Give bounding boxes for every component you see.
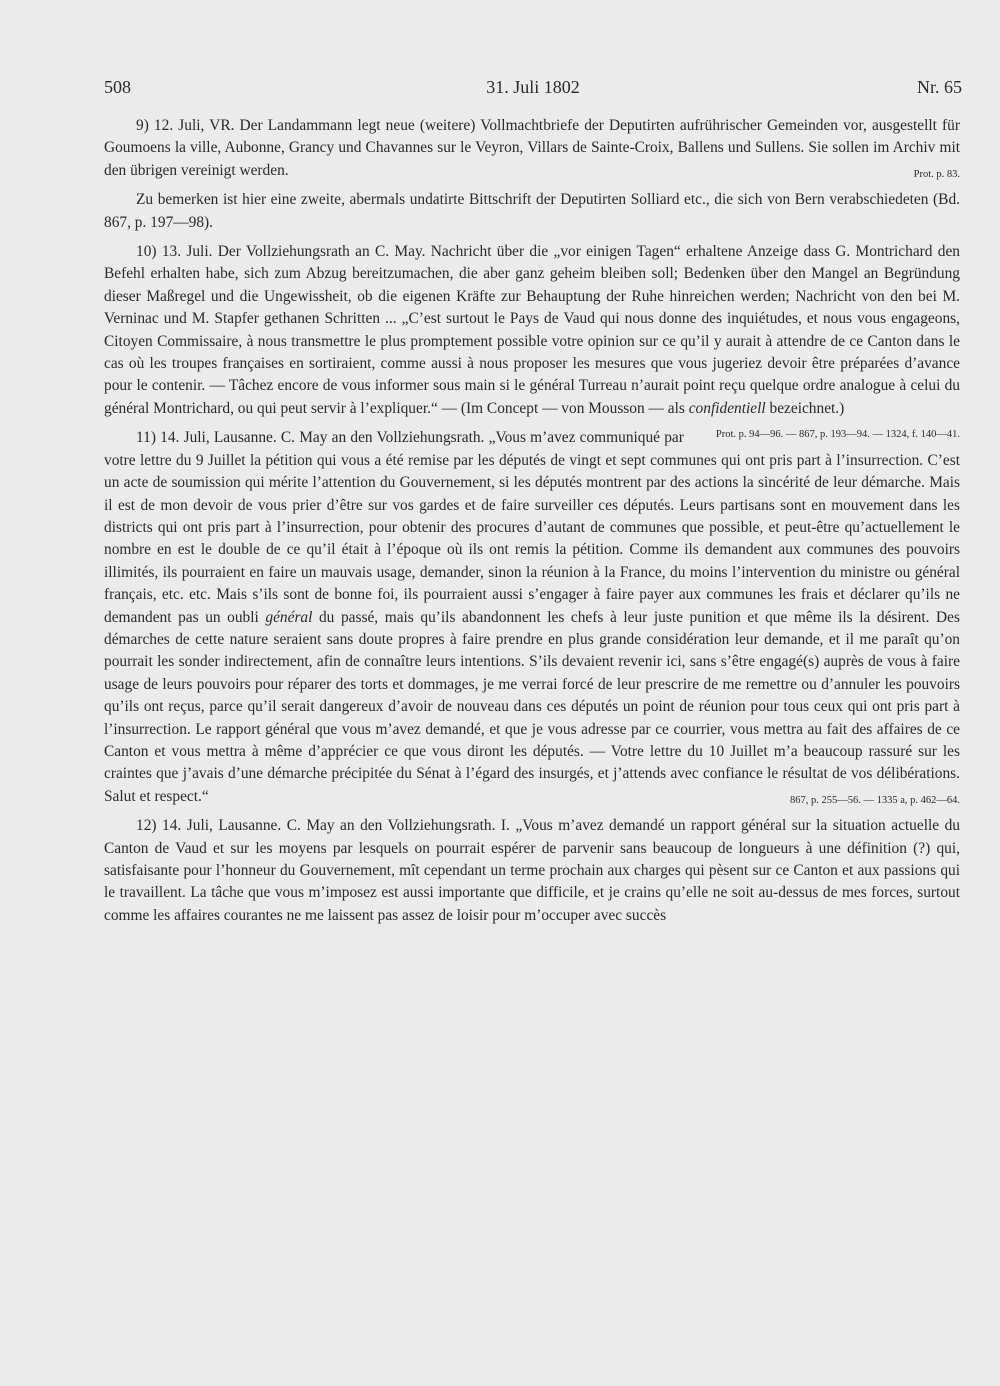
note-text: Zu bemerken ist hier eine zweite, abermals undatirte Bittschrift der Deputirten Solliard etc., die sich von Bern verabschiedeten (Bd. 867, p. 197—98).: [104, 191, 960, 231]
running-header: [104, 76, 962, 100]
entry-11-text: 11) 14. Juli, Lausanne. C. May an den Vollziehungsrath. „Vous m’avez communiqué par votre lettre du 9 Juillet la pétition qui vous a été remise par les députés de vingt et sept communes qui ont pris part à l’insurrection. C’est un acte de soumission qui mérite l’attention du Gouvernement, si les députés montrent par des actions la sincérité de leur démarche. Mais il est de mon devoir de vous prier d’être sur vos gardes et de faire surveiller ces députés. Leurs partisans sont en mouvement dans les districts qui ont pris part à l’insurrection, pour obtenir des procures d’autant de communes que possible, et peut-être qu’actuellement le nombre en est le double de ce qu’il était à l’époque où ils ont remis la pétition. Comme ils demandent aux communes des pouvoirs illimités, ils pourraient en faire un mauvais usage, demander, sinon la réunion à la France, du moins l’intervention du ministre ou général français, etc. etc. Mais s’ils sont de bonne foi, ils pourraient aussi s’engager à faire payer aux communes les frais et déclarer qu’ils ne demandent pas un oubli: [104, 429, 960, 626]
entry-10-text-end: bezeichnet.): [765, 399, 845, 417]
entry-9-text: 9) 12. Juli, VR. Der Landammann legt neue (weitere) Vollmachtbriefe der Deputirten aufrührischer Gemeinden vor, ausgestellt für Goumoens la ville, Aubonne, Grancy und Chavannes sur le Veyron, Villars de Sainte-Croix, Ballens und Sullens. Sie sollen im Archiv mit den übrigen vereinigt werden.: [104, 117, 960, 179]
note-paragraph: [104, 189, 960, 234]
page-number: 508: [104, 77, 131, 97]
body-text: [104, 115, 960, 934]
entry-9: [104, 115, 960, 182]
document-number: Nr. 65: [917, 77, 962, 97]
entry-10-reference: Prot. p. 94—96. — 867, p. 193—94. — 1324, f. 140—41.: [715, 429, 960, 441]
entry-12: [104, 815, 960, 927]
entry-10-italic: confidentiell: [688, 399, 766, 417]
entry-9-reference: Prot. p. 83.: [913, 168, 960, 180]
entry-11-reference: 867, p. 255—56. — 1335 a, p. 462—64.: [789, 794, 960, 806]
entry-11-text-end: du passé, mais qu’ils abandonnent les chefs à leur juste punition et que même ils la désirent. Des démarches de cette nature seraient sans doute propres à faire prendre en plus grande considération leur demande, et il me paraît qu’on pourrait les sonder indirectement, afin de connaître leurs intentions. S’ils devaient revenir ici, sans s’être engagé(s) auprès de vous à faire usage de leurs pouvoirs pour réparer des torts et dommages, je me verrai forcé de leur prescrire de me remettre ou d’annuler les pouvoirs qu’ils ont reçus, parce qu’il serait dangereux d’avoir de nouveau dans ces députés un point de réunion pour tous ceux qui ont pris part à l’insurrection. Le rapport général que vous m’avez demandé, et que je vous adresse par ce courrier, vous mettra au fait des affaires de ce Canton et vous mettra à même d’apprécier ce que vous diront les députés. — Votre lettre du 10 Juillet m’a beaucoup rassuré sur les craintes que j’avais d’une démarche précipitée du Sénat à l’égard des insurgés, et j’attends avec confiance le résultat de vos délibérations. Salut et respect.“: [104, 608, 960, 805]
entry-12-text: 12) 14. Juli, Lausanne. C. May an den Vollziehungsrath. I. „Vous m’avez demandé un rapport général sur la situation actuelle du Canton de Vaud et sur les moyens par lesquels on pourrait espérer de parvenir sans beaucoup de longueurs à une définition (?) qui, satisfaisante pour l’honneur du Gouvernement, mît cependant un terme prochain aux charges qui pèsent sur ce Canton et aux passions qui le travaillent. La tâche que vous m’imposez est aussi importante que difficile, et je crains qu’elle ne soit au-dessus de mes forces, surtout comme les affaires courantes ne me laissent pas assez de loisir pour m’occuper avec succès: [104, 817, 960, 924]
entry-10: [104, 241, 960, 441]
header-date: 31. Juli 1802: [486, 77, 580, 97]
entry-10-text: 10) 13. Juli. Der Vollziehungsrath an C. May. Nachricht über die „vor einigen Tagen“ erhaltene Anzeige dass G. Montrichard den Befehl erhalten habe, sich zum Abzug bereitzumachen, die aber ganz geheim bleiben soll; Bedenken über den Mangel an Begründung dieser Maßregel und die Ungewissheit, ob die eigenen Kräfte zur Behauptung der Ruhe hinreichen werden; Nachricht von den bei M. Verninac und M. Stapfer gethanen Schritten ... „C’est surtout le Pays de Vaud qui nous donne des inquiétudes, et nous vous engageons, Citoyen Commissaire, à nous transmettre le plus promptement possible votre opinion sur ce qu’il y aurait à attendre de ce Canton dans le cas où les troupes françaises en sortiraient, comme aussi à nous proposer les mesures que vous jugeriez devoir être préparées d’avance pour le contenir. — Tâchez encore de vous informer sous main si le général Turreau n’aurait point reçu quelque ordre analogue à celui du général Montrichard, ou qui peut servir à l’expliquer.“ — (Im Concept — von Mousson — als: [104, 243, 960, 417]
entry-11: [104, 427, 960, 808]
entry-11-italic: général: [265, 608, 313, 626]
